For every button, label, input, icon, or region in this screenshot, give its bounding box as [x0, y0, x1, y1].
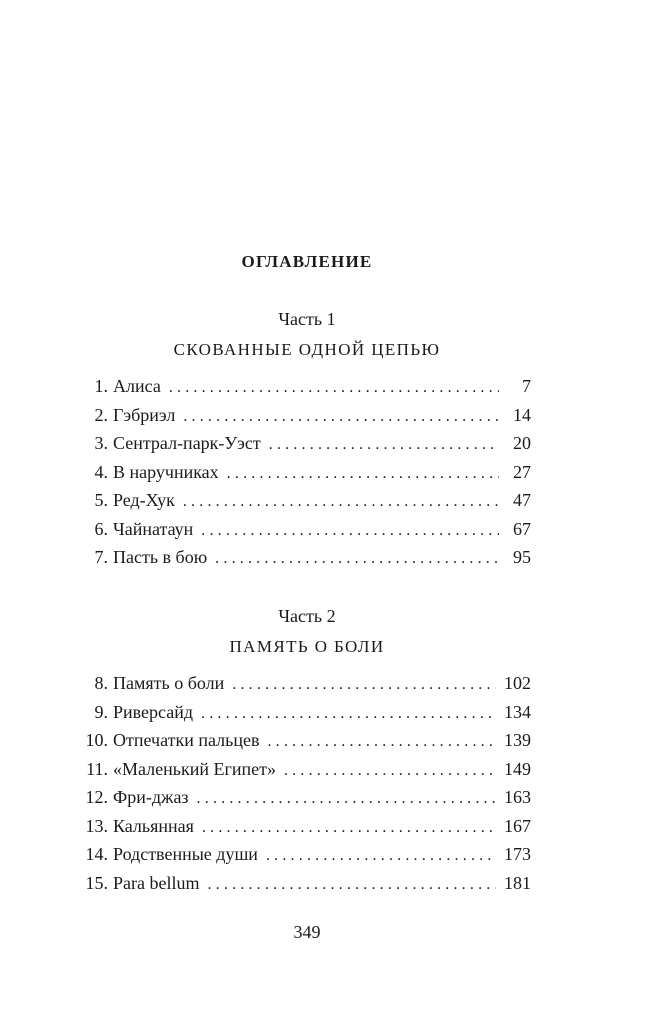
toc-entry	[78, 844, 531, 873]
entry-title: Гэбриэл	[113, 404, 176, 425]
dot-leader	[201, 522, 499, 540]
dot-leader	[227, 465, 499, 483]
dot-leader	[201, 705, 496, 723]
toc-entry	[78, 405, 531, 434]
dot-leader	[232, 676, 496, 694]
dot-leader	[207, 876, 496, 894]
dot-leader	[284, 762, 496, 780]
toc-entry	[78, 462, 531, 491]
entry-number: 10.	[85, 730, 108, 750]
entry-page: 14	[513, 404, 531, 425]
entry-page: 7	[522, 376, 531, 396]
entry-number: 15.	[85, 872, 108, 893]
entry-page: 102	[504, 673, 531, 693]
entry-number: 9.	[94, 701, 108, 722]
entry-page: 47	[513, 490, 531, 510]
entry-title: Чайнатаун	[113, 518, 194, 539]
entry-number: 13.	[85, 815, 108, 836]
entry-title: Память о боли	[113, 673, 225, 693]
toc-entry	[78, 673, 531, 702]
part-2-entries	[78, 673, 531, 901]
dot-leader	[169, 379, 499, 397]
dot-leader	[183, 408, 499, 426]
entry-number: 5.	[94, 490, 108, 510]
entry-page: 181	[504, 872, 531, 893]
dot-leader	[269, 436, 499, 454]
toc-entry	[78, 702, 531, 731]
entry-title: «Маленький Египет»	[113, 758, 276, 779]
entry-page: 139	[504, 730, 531, 750]
toc-entry	[78, 547, 531, 576]
entry-title: В наручниках	[113, 461, 219, 482]
entry-page: 20	[513, 433, 531, 453]
entry-page: 163	[504, 787, 531, 807]
entry-page: 134	[504, 701, 531, 722]
toc-entry	[78, 759, 531, 788]
toc-entry	[78, 433, 531, 462]
toc-entry	[78, 787, 531, 816]
entry-title: Родственные души	[113, 844, 258, 864]
entry-page: 27	[513, 461, 531, 482]
dot-leader	[197, 790, 496, 808]
page-number: 349	[293, 922, 321, 942]
entry-page: 167	[504, 815, 531, 836]
entry-number: 6.	[94, 518, 108, 539]
dot-leader	[202, 819, 496, 837]
toc-entry	[78, 519, 531, 548]
entry-title: Риверсайд	[113, 701, 194, 722]
dot-leader	[266, 847, 496, 865]
toc-entry	[78, 816, 531, 845]
dot-leader	[183, 493, 499, 511]
entry-number: 2.	[94, 404, 108, 425]
part-1-heading: Часть 1	[278, 309, 336, 329]
entry-number: 7.	[94, 547, 108, 567]
entry-title: Para bellum	[113, 872, 200, 893]
entry-title: Алиса	[113, 376, 161, 396]
entry-title: Отпечатки пальцев	[113, 730, 260, 750]
entry-number: 8.	[94, 673, 108, 693]
entry-title: Сентрал-парк-Уэст	[113, 433, 261, 453]
toc-entry	[78, 490, 531, 519]
entry-title: Фри-джаз	[113, 787, 189, 807]
part-1-subtitle: СКОВАННЫЕ ОДНОЙ ЦЕПЬЮ	[173, 340, 441, 359]
toc-entry	[78, 730, 531, 759]
entry-title: Ред-Хук	[113, 490, 175, 510]
dot-leader	[215, 550, 499, 568]
entry-number: 12.	[85, 787, 108, 807]
entry-page: 173	[504, 844, 531, 864]
dot-leader	[267, 733, 496, 751]
part-2-heading: Часть 2	[278, 606, 336, 626]
toc-title: ОГЛАВЛЕНИЕ	[241, 252, 373, 271]
entry-page: 149	[504, 758, 531, 779]
entry-title: Пасть в бою	[113, 547, 208, 567]
entry-number: 14.	[85, 844, 108, 864]
part-2-subtitle: ПАМЯТЬ О БОЛИ	[229, 637, 385, 656]
toc-entry	[78, 873, 531, 902]
toc-entry	[78, 376, 531, 405]
part-1-entries	[78, 376, 531, 576]
entry-title: Кальянная	[113, 815, 194, 836]
entry-number: 11.	[86, 758, 108, 779]
entry-page: 95	[513, 547, 531, 567]
entry-number: 4.	[94, 461, 108, 482]
entry-number: 1.	[94, 376, 108, 396]
entry-page: 67	[513, 518, 531, 539]
entry-number: 3.	[94, 433, 108, 453]
